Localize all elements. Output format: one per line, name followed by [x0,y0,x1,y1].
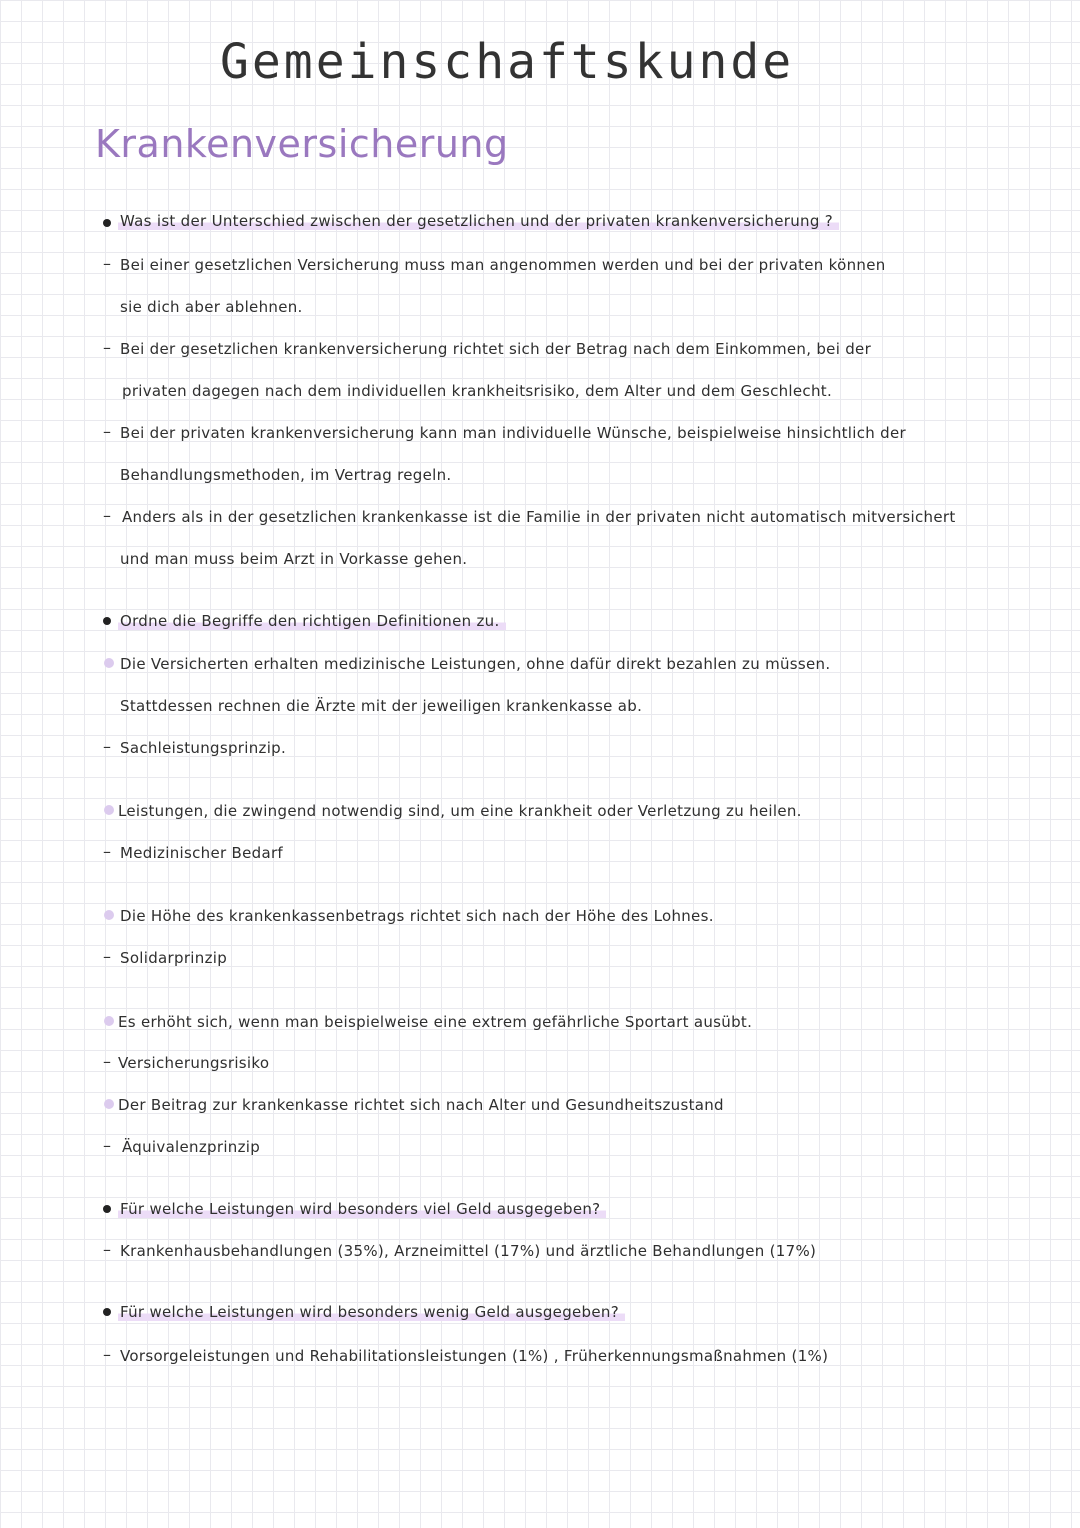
definition-dot-icon [104,805,114,815]
answer-1-line-2: sie dich aber ablehnen. [120,298,303,316]
answer-3-line-2: Behandlungsmethoden, im Vertrag regeln. [120,466,452,484]
definition-dot-icon [104,1099,114,1109]
definition-2: Leistungen, die zwingend notwendig sind, um eine krankheit oder Verletzung zu heilen. [118,802,802,820]
bullet-icon [103,1308,111,1316]
definition-dot-icon [104,910,114,920]
dash-icon: – [103,338,111,357]
section-heading: Krankenversicherung [95,122,509,166]
answer-3-line-1: Bei der privaten krankenversicherung kann man individuelle Wünsche, beispielweise hinsichtlich der [120,424,906,442]
dash-icon: – [103,842,111,861]
term-5: Äquivalenzprinzip [122,1138,261,1156]
answer-3: Krankenhausbehandlungen (35%), Arzneimittel (17%) und ärztliche Behandlungen (17%) [120,1242,817,1260]
dash-icon: – [103,737,111,756]
dash-icon: – [103,1345,111,1364]
bullet-icon [103,617,111,625]
dash-icon: – [103,1052,111,1071]
dash-icon: – [103,1240,111,1259]
answer-2-line-1: Bei der gesetzlichen krankenversicherung richtet sich der Betrag nach dem Einkommen, bei der [120,340,872,358]
definition-dot-icon [104,658,114,668]
question-1: Was ist der Unterschied zwischen der gesetzlichen und der privaten krankenversicherung ? [118,212,839,230]
answer-2-line-2: privaten dagegen nach dem individuellen krankheitsrisiko, dem Alter und dem Geschlecht. [122,382,833,400]
definition-5: Der Beitrag zur krankenkasse richtet sich nach Alter und Gesundheitszustand [118,1096,724,1114]
dash-icon: – [103,1136,111,1155]
definition-1-line-2: Stattdessen rechnen die Ärzte mit der jeweiligen krankenkasse ab. [120,697,643,715]
question-4: Für welche Leistungen wird besonders wenig Geld ausgegeben? [118,1303,625,1321]
term-4: Versicherungsrisiko [118,1054,270,1072]
dash-icon: – [103,422,111,441]
answer-4-line-1: Anders als in der gesetzlichen krankenkasse ist die Familie in der privaten nicht automatisch mitversichert [122,508,956,526]
answer-4: Vorsorgeleistungen und Rehabilitationsleistungen (1%) , Früherkennungsmaßnahmen (1%) [120,1347,829,1365]
definition-3: Die Höhe des krankenkassenbetrags richtet sich nach der Höhe des Lohnes. [120,907,714,925]
definition-4: Es erhöht sich, wenn man beispielweise eine extrem gefährliche Sportart ausübt. [118,1013,753,1031]
bullet-icon [103,219,111,227]
dash-icon: – [103,947,111,966]
question-2: Ordne die Begriffe den richtigen Definitionen zu. [118,612,506,630]
term-2: Medizinischer Bedarf [120,844,283,862]
definition-1-line-1: Die Versicherten erhalten medizinische Leistungen, ohne dafür direkt bezahlen zu müssen. [120,655,831,673]
question-3: Für welche Leistungen wird besonders viel Geld ausgegeben? [118,1200,606,1218]
term-1: Sachleistungsprinzip. [120,739,287,757]
dash-icon: – [103,254,111,273]
bullet-icon [103,1205,111,1213]
page-title: Gemeinschaftskunde [220,34,795,90]
definition-dot-icon [104,1016,114,1026]
answer-4-line-2: und man muss beim Arzt in Vorkasse gehen. [120,550,468,568]
dash-icon: – [103,506,111,525]
answer-1-line-1: Bei einer gesetzlichen Versicherung muss man angenommen werden und bei der privaten können [120,256,886,274]
term-3: Solidarprinzip [120,949,228,967]
